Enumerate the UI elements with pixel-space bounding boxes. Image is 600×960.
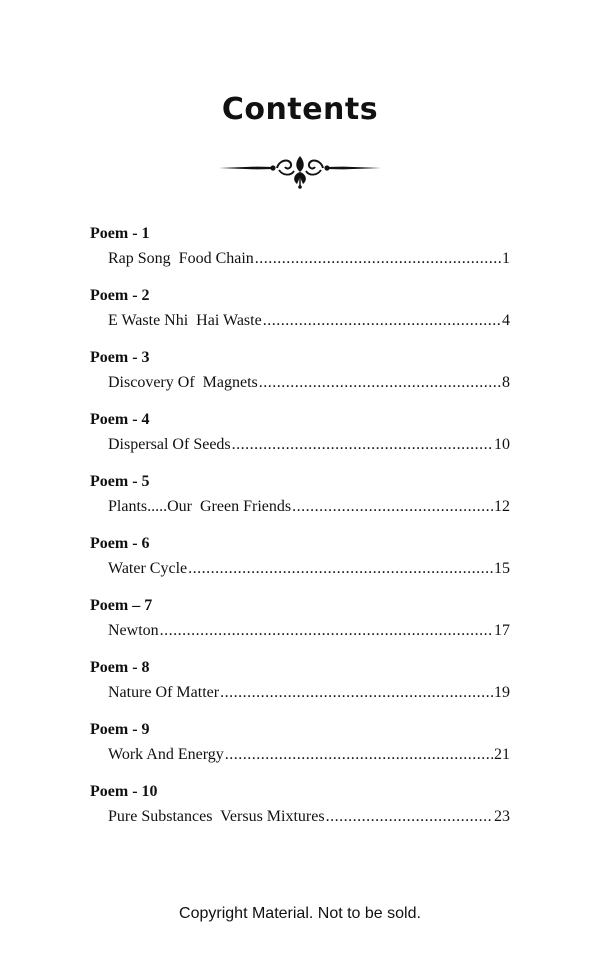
toc-entry[interactable]: [90, 224, 510, 286]
toc-line[interactable]: [108, 621, 510, 641]
table-of-contents: [90, 224, 510, 844]
dot-leader: [326, 807, 493, 827]
poem-title: E Waste Nhi Hai Waste: [108, 312, 262, 329]
page-number: 17: [494, 622, 510, 639]
toc-entry[interactable]: [90, 534, 510, 596]
dot-leader: [259, 373, 501, 393]
poem-number: Poem - 1: [90, 225, 150, 242]
dot-leader: [255, 249, 501, 269]
poem-title: Water Cycle: [108, 560, 188, 577]
poem-title: Newton: [108, 622, 159, 639]
toc-entry[interactable]: [90, 348, 510, 410]
toc-entry[interactable]: [90, 782, 510, 844]
poem-title: Rap Song Food Chain: [108, 250, 254, 267]
toc-line[interactable]: [108, 435, 510, 455]
dot-leader: [232, 435, 493, 455]
poem-number: Poem – 7: [90, 597, 153, 614]
page-number: 4: [502, 312, 510, 329]
poem-title: Plants.....Our Green Friends: [108, 498, 292, 515]
poem-number: Poem - 6: [90, 535, 150, 552]
dot-leader: [188, 559, 493, 579]
toc-line[interactable]: [108, 311, 510, 331]
page-number: 15: [494, 560, 510, 577]
toc-entry[interactable]: [90, 286, 510, 348]
toc-entry[interactable]: [90, 410, 510, 472]
page-number: 10: [494, 436, 510, 453]
toc-line[interactable]: [108, 745, 510, 765]
toc-line[interactable]: [108, 807, 510, 827]
poem-number: Poem - 3: [90, 349, 150, 366]
page-number: 21: [494, 746, 510, 763]
toc-line[interactable]: [108, 559, 510, 579]
page-number: 12: [494, 498, 510, 515]
poem-title: Pure Substances Versus Mixtures: [108, 808, 325, 825]
poem-number: Poem - 10: [90, 783, 158, 800]
dot-leader: [220, 683, 493, 703]
page-number: 8: [502, 374, 510, 391]
dot-leader: [160, 621, 493, 641]
page-number: 23: [494, 808, 510, 825]
flourish-divider-icon: [217, 150, 383, 190]
toc-line[interactable]: [108, 683, 510, 703]
page-title: Contents: [221, 92, 379, 127]
poem-title: Work And Energy: [108, 746, 224, 763]
poem-number: Poem - 5: [90, 473, 150, 490]
poem-number: Poem - 8: [90, 659, 150, 676]
toc-line[interactable]: [108, 373, 510, 393]
toc-entry[interactable]: [90, 720, 510, 782]
copyright-notice: Copyright Material. Not to be sold.: [179, 905, 421, 922]
page-number: 19: [494, 684, 510, 701]
poem-title: Discovery Of Magnets: [108, 374, 258, 391]
dot-leader: [292, 497, 493, 517]
toc-entry[interactable]: [90, 658, 510, 720]
toc-entry[interactable]: [90, 596, 510, 658]
dot-leader: [225, 745, 493, 765]
page-number: 1: [502, 250, 510, 267]
toc-line[interactable]: [108, 249, 510, 269]
toc-line[interactable]: [108, 497, 510, 517]
dot-leader: [263, 311, 501, 331]
poem-number: Poem - 9: [90, 721, 150, 738]
poem-title: Dispersal Of Seeds: [108, 436, 231, 453]
poem-title: Nature Of Matter: [108, 684, 220, 701]
toc-entry[interactable]: [90, 472, 510, 534]
poem-number: Poem - 4: [90, 411, 150, 428]
poem-number: Poem - 2: [90, 287, 150, 304]
